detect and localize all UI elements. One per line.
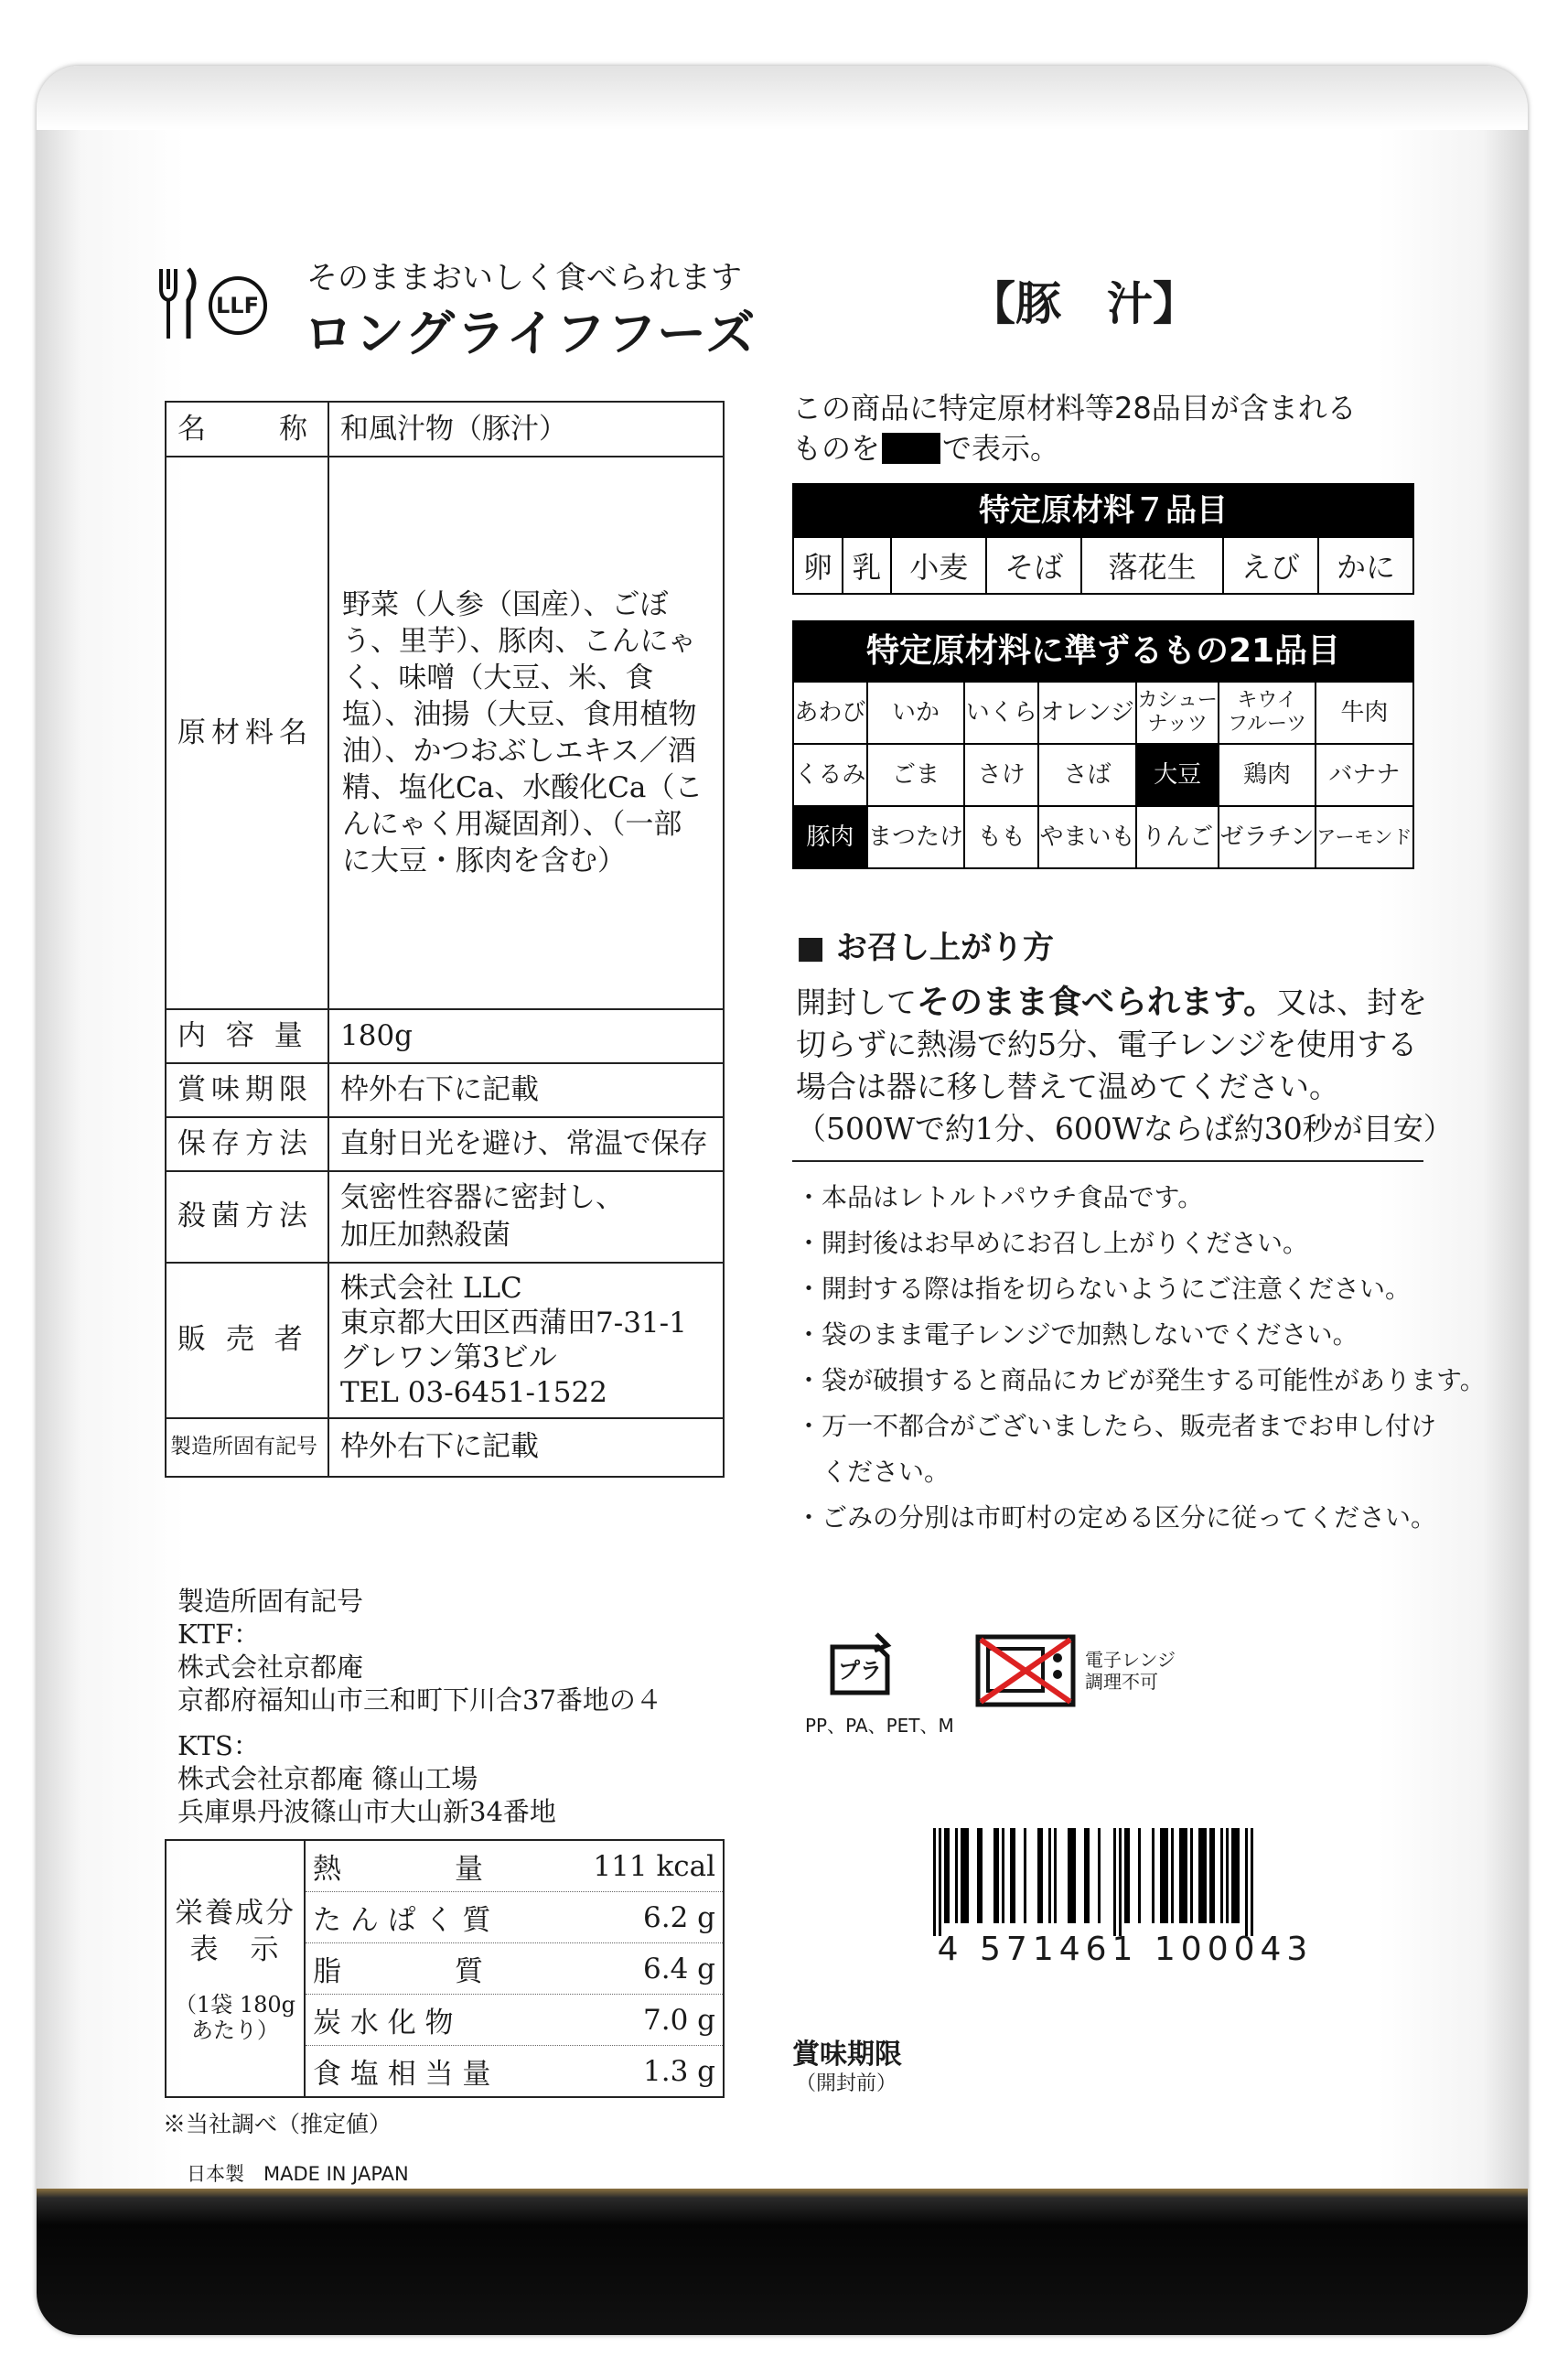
howto-line: 開封してそのまま食べられます。又は、封を [796, 983, 1428, 1021]
barcode-bar [1119, 1828, 1122, 1936]
manufacturer-line: 株式会社京都庵 [177, 1652, 364, 1683]
allergen21-cell: くるみ [793, 744, 867, 806]
no-microwave-mark [975, 1634, 1213, 1707]
nutrition-row [306, 1943, 723, 1995]
logo-tagline: そのままおいしく食べられます [306, 260, 742, 296]
spec-value: 180g [328, 1009, 724, 1063]
nutrient-value: 1.3 g [643, 2054, 715, 2088]
spec-key: 原材料名 [166, 457, 328, 1009]
allergen21-cell: バナナ [1316, 744, 1413, 806]
expiry-sub: （開封前） [796, 2072, 897, 2095]
manufacturer-line: 京都府福知山市三和町下川合37番地の４ [177, 1684, 662, 1716]
allergen21-cell: さば [1038, 744, 1136, 806]
allergen-intro-line2: ものを で表示。 [792, 431, 1060, 466]
barcode-bar [1084, 1828, 1090, 1923]
allergen21-cell: 大豆 [1136, 744, 1219, 806]
barcode [924, 1828, 1326, 1974]
manufacturer-info [177, 1585, 662, 1828]
allergen21-cell: いくら [964, 682, 1038, 744]
howto-heading: ■ お召し上がり方 [796, 930, 1054, 966]
llf-mark: LLF [216, 293, 259, 318]
nutrition-row [306, 1892, 723, 1943]
allergen21-cell: ごま [867, 744, 965, 806]
expiry-label: 賞味期限 [792, 2039, 902, 2071]
barcode-bar [1231, 1828, 1240, 1923]
barcode-bar [1098, 1828, 1101, 1923]
spec-row [166, 402, 724, 457]
nutrition-table [165, 1839, 725, 2098]
barcode-bar [1226, 1828, 1229, 1923]
howto-text [796, 981, 1454, 1150]
nutrition-label-cell [166, 1840, 305, 2097]
spec-value: 直射日光を避け、常温で保存 [328, 1117, 724, 1171]
microwave-label: 電子レンジ 調理不可 [1085, 1649, 1176, 1693]
spec-key: 殺菌方法 [166, 1171, 328, 1263]
allergen7-cell: 落花生 [1081, 537, 1223, 594]
spec-row [166, 1117, 724, 1171]
black-box-swatch [882, 433, 940, 464]
barcode-digits: 4 571461 100043 [937, 1931, 1314, 1968]
nutrition-row [306, 2046, 723, 2096]
barcode-bar [1220, 1828, 1223, 1923]
spec-value: 株式会社 LLC 東京都大田区西蒲田7-31-1 グレワン第3ビル TEL 03-6451-1522 [328, 1263, 724, 1418]
spec-row [166, 1263, 724, 1418]
note-item: ・開封する際は指を切らないようにご注意ください。 [796, 1274, 1412, 1304]
barcode-bar [1209, 1828, 1215, 1923]
allergen7-table [792, 536, 1414, 595]
spec-value: 枠外右下に記載 [328, 1418, 724, 1477]
note-item: ・開封後はお早めにお召し上がりください。 [796, 1228, 1309, 1258]
spec-key: 販 売 者 [166, 1263, 328, 1418]
spec-value: 野菜（人参（国産）、ごぼう、里芋）、豚肉、こんにゃく、味噌（大豆、米、食塩）、油揚（大豆、食用植物油）、かつおぶしエキス／酒精、塩化Ca、水酸化Ca（こんにゃく用凝固剤）、（一部に大豆・豚肉を含む） [328, 457, 724, 1009]
barcode-bar [977, 1828, 983, 1923]
note-item: ください。 [796, 1457, 950, 1487]
nutrient-value: 6.4 g [643, 1952, 715, 1985]
barcode-bar [1024, 1828, 1026, 1923]
manufacturer-line: 株式会社京都庵 篠山工場 [177, 1763, 478, 1794]
note-item: ・袋のまま電子レンジで加熱しないでください。 [796, 1319, 1359, 1350]
barcode-bar [1113, 1828, 1116, 1936]
allergen7-cell: 卵 [793, 537, 843, 594]
allergen21-row [793, 744, 1413, 806]
spec-key: 製造所固有記号 [166, 1418, 328, 1477]
nutrient-value: 111 kcal [593, 1849, 715, 1883]
allergen21-cell: さけ [964, 744, 1038, 806]
barcode-bar [1138, 1828, 1141, 1923]
barcode-bar [1179, 1828, 1187, 1923]
spec-value: 枠外右下に記載 [328, 1063, 724, 1117]
nutrient-value: 6.2 g [643, 1900, 715, 1934]
allergen21-cell: りんご [1136, 806, 1219, 868]
spec-key: 名 称 [166, 402, 328, 457]
barcode-bar [1251, 1828, 1253, 1936]
note-item: ・ごみの分別は市町村の定める区分に従ってください。 [796, 1502, 1437, 1533]
barcode-bar [1048, 1828, 1051, 1923]
nutrition-label: 栄養成分 表 示 [175, 1896, 295, 1966]
llf-logo [157, 262, 285, 346]
allergen21-cell: いか [867, 682, 965, 744]
nutrient-name: た ん ぱ く 質 [313, 1904, 491, 1937]
howto-line: （500Wで約1分、600Wならば約30秒が目安） [796, 1111, 1454, 1146]
barcode-bar [933, 1828, 936, 1936]
allergen21-row [793, 806, 1413, 868]
allergen21-cell: あわび [793, 682, 867, 744]
barcode-bar [939, 1828, 941, 1936]
spec-row [166, 1009, 724, 1063]
allergen21-cell: まつたけ [867, 806, 965, 868]
howto-line: 場合は器に移し替えて温めてください。 [796, 1069, 1339, 1104]
barcode-bars [924, 1828, 1326, 1938]
barcode-bar [961, 1828, 969, 1923]
nutrition-basis: （1袋 180g あたり） [174, 1991, 296, 2043]
allergen21-cell: アーモンド [1316, 806, 1413, 868]
spec-value: 和風汁物（豚汁） [328, 402, 724, 457]
allergen21-row [793, 682, 1413, 744]
nutrition-rows-cell [305, 1840, 724, 2097]
spec-key: 保存方法 [166, 1117, 328, 1171]
brand-name: ロングライフフーズ [304, 304, 757, 362]
allergen21-table [792, 681, 1414, 869]
nutrient-value: 7.0 g [643, 2003, 715, 2037]
howto-bold: そのまま食べられます。 [917, 983, 1277, 1021]
barcode-bar [1245, 1828, 1248, 1936]
allergen21-cell: ゼラチン [1219, 806, 1316, 868]
nutrition-row [306, 1995, 723, 2046]
manufacturer-line: 製造所固有記号 [177, 1586, 364, 1617]
allergen-intro-line1: この商品に特定原材料等28品目が含まれる [792, 391, 1357, 425]
divider [792, 1160, 1423, 1162]
spec-row [166, 457, 724, 1009]
allergen21-cell: 鶏肉 [1219, 744, 1316, 806]
barcode-bar [944, 1828, 950, 1923]
spec-row [166, 1063, 724, 1117]
nutrient-name: 炭 水 化 物 [313, 2007, 454, 2039]
pouch-top-seal [37, 66, 1528, 130]
nutrition-row [306, 1841, 723, 1892]
allergen7-cell: 小麦 [891, 537, 986, 594]
barcode-bar [993, 1828, 999, 1923]
allergen21-title: 特定原材料に準ずるもの21品目 [792, 620, 1414, 683]
allergen21-cell: キウイ フルーツ [1219, 682, 1316, 744]
microwave-prohibited-icon [975, 1634, 1076, 1707]
spec-table [165, 401, 725, 1478]
barcode-bar [1054, 1828, 1057, 1923]
barcode-bar [1002, 1828, 1004, 1923]
allergen21-cell: もも [964, 806, 1038, 868]
allergen7-cell: えび [1223, 537, 1318, 594]
barcode-bar [1190, 1828, 1193, 1923]
allergen21-cell: 豚肉 [793, 806, 867, 868]
spec-key: 内 容 量 [166, 1009, 328, 1063]
allergen-intro [792, 388, 1357, 468]
barcode-bar [1198, 1828, 1207, 1923]
allergen7-cell: 乳 [843, 537, 892, 594]
nutrient-name: 脂 質 [313, 1955, 483, 1988]
spec-row [166, 1171, 724, 1263]
allergen21-cell: やまいも [1038, 806, 1136, 868]
allergen7-cell: かに [1318, 537, 1413, 594]
barcode-bar [1152, 1828, 1155, 1923]
howto-line: 切らずに熱湯で約5分、電子レンジを使用する [796, 1027, 1418, 1062]
barcode-bar [1010, 1828, 1015, 1923]
recycle-materials: PP、PA、PET、M [805, 1715, 954, 1737]
recycle-mark [805, 1629, 954, 1738]
barcode-bar [1124, 1828, 1130, 1923]
barcode-bar [1171, 1828, 1174, 1923]
barcode-bar [1160, 1828, 1168, 1923]
manufacturer-line: KTF： [177, 1619, 261, 1650]
note-item: ・万一不都合がございましたら、販売者までお申し付け [796, 1411, 1437, 1441]
pouch-bottom-seal [37, 2189, 1528, 2335]
allergen21-cell: 牛肉 [1316, 682, 1413, 744]
spec-row [166, 1418, 724, 1477]
pla-label: プラ [838, 1658, 882, 1684]
allergen21-cell: カシュー ナッツ [1136, 682, 1219, 744]
note-item: ・袋が破損すると商品にカビが発生する可能性があります。 [796, 1365, 1486, 1395]
allergen7-title: 特定原材料７品目 [792, 483, 1414, 538]
spec-value: 気密性容器に密封し、 加圧加熱殺菌 [328, 1171, 724, 1263]
barcode-bar [1068, 1828, 1076, 1923]
nutrition-note: ※当社調べ（推定値） [163, 2111, 392, 2137]
notes-list [796, 1175, 1486, 1541]
barcode-bar [955, 1828, 958, 1923]
spec-key: 賞味期限 [166, 1063, 328, 1117]
manufacturer-line: 兵庫県丹波篠山市大山新34番地 [177, 1796, 556, 1827]
nutrient-name: 食 塩 相 当 量 [313, 2058, 491, 2091]
note-item: ・本品はレトルトパウチ食品です。 [796, 1182, 1204, 1212]
barcode-bar [1037, 1828, 1043, 1923]
nutrient-name: 熱 量 [313, 1853, 483, 1886]
allergen7-cell: そば [986, 537, 1081, 594]
product-title: 【豚 汁】 [970, 276, 1198, 330]
origin: 日本製 MADE IN JAPAN [187, 2163, 409, 2185]
manufacturer-line: KTS： [177, 1730, 260, 1761]
allergen21-cell: オレンジ [1038, 682, 1136, 744]
